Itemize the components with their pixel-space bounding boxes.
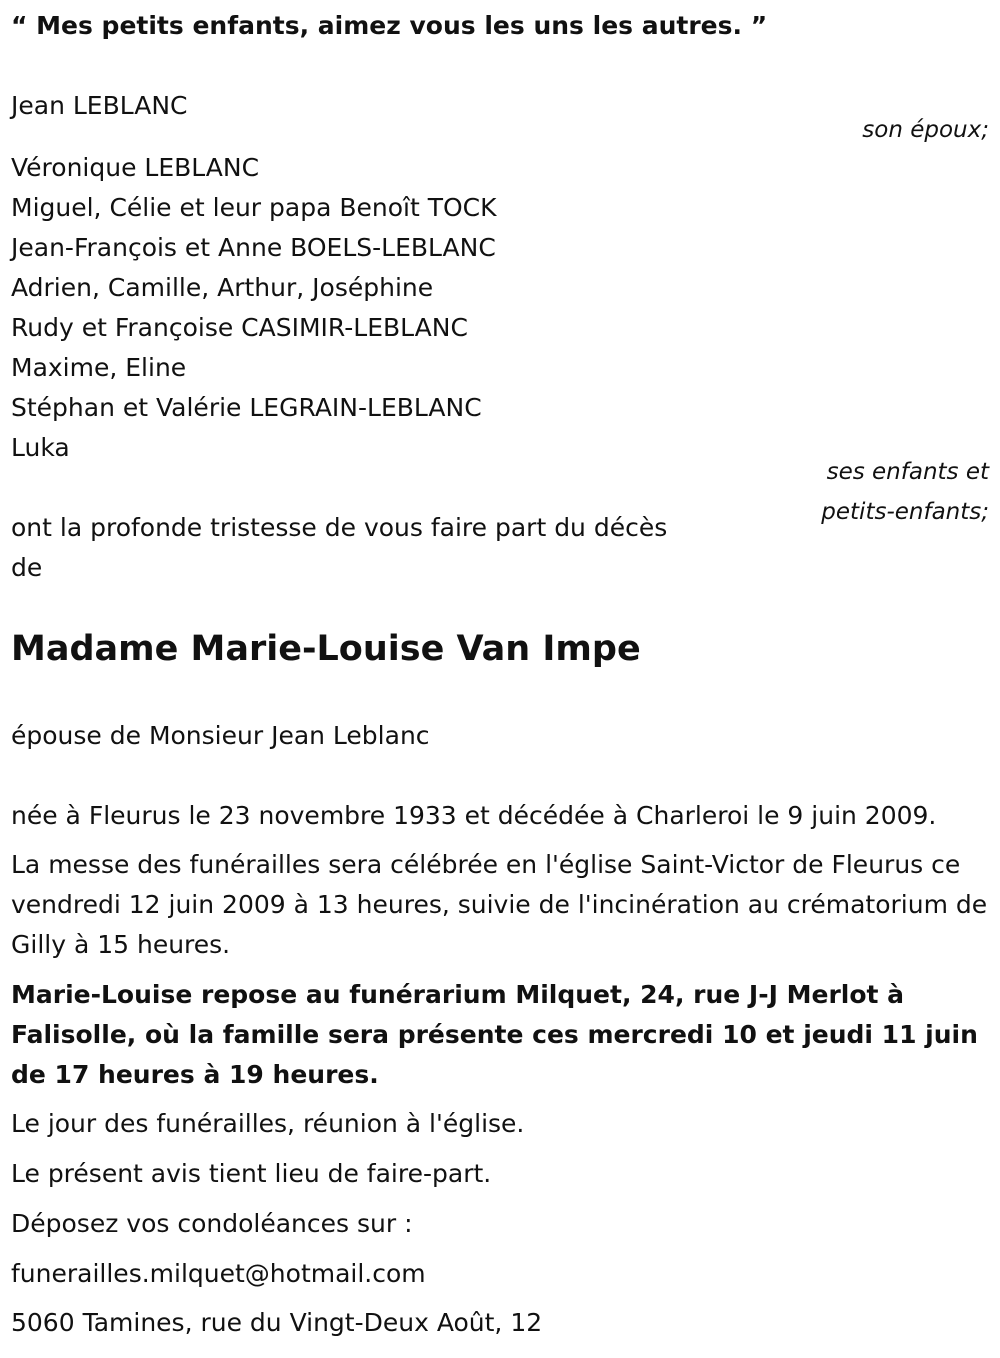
spouse-of: épouse de Monsieur Jean Leblanc <box>11 721 430 750</box>
funerarium-address: 5060 Tamines, rue du Vingt-Deux Août, 12 <box>11 1308 543 1337</box>
children-role-line1: ses enfants et <box>826 459 989 485</box>
family-member: Adrien, Camille, Arthur, Joséphine <box>11 273 434 302</box>
family-member: Stéphan et Valérie LEGRAIN-LEBLANC <box>11 393 482 422</box>
spouse-name: Jean LEBLANC <box>11 91 188 120</box>
family-member: Luka <box>11 433 70 462</box>
condolences-label: Déposez vos condoléances sur : <box>11 1209 413 1238</box>
funeral-mass-info: La messe des funérailles sera célébrée en l'église Saint-Victor de Fleurus ce vendredi 12 juin 2009 à 13 heures, suivie de l'incinération au crématorium de Gilly à 15 heures. <box>11 850 988 959</box>
family-member: Miguel, Célie et leur papa Benoît TOCK <box>11 193 497 222</box>
family-member: Véronique LEBLANC <box>11 153 260 182</box>
birth-death-dates: née à Fleurus le 23 novembre 1933 et décédée à Charleroi le 9 juin 2009. <box>11 801 937 830</box>
notice-info: Le présent avis tient lieu de faire-part. <box>11 1159 492 1188</box>
announcement-line2: de <box>11 553 43 582</box>
announcement-line1: ont la profonde tristesse de vous faire part du décès <box>11 513 668 542</box>
family-member: Maxime, Eline <box>11 353 187 382</box>
spouse-role: son époux; <box>862 117 989 143</box>
family-member: Jean-François et Anne BOELS-LEBLANC <box>11 233 496 262</box>
meeting-info: Le jour des funérailles, réunion à l'église. <box>11 1109 525 1138</box>
condolences-email[interactable]: funerailles.milquet@hotmail.com <box>11 1259 426 1288</box>
family-member: Rudy et Françoise CASIMIR-LEBLANC <box>11 313 468 342</box>
funerarium-info: Marie-Louise repose au funérarium Milquet, 24, rue J-J Merlot à Falisolle, où la famille sera présente ces mercredi 10 et jeudi 11 juin de 17 heures à 19 heures. <box>11 980 978 1089</box>
children-role-line2: petits-enfants; <box>821 499 989 525</box>
opening-quote: “ Mes petits enfants, aimez vous les uns les autres. ” <box>11 11 768 40</box>
deceased-name: Madame Marie-Louise Van Impe <box>11 629 641 669</box>
